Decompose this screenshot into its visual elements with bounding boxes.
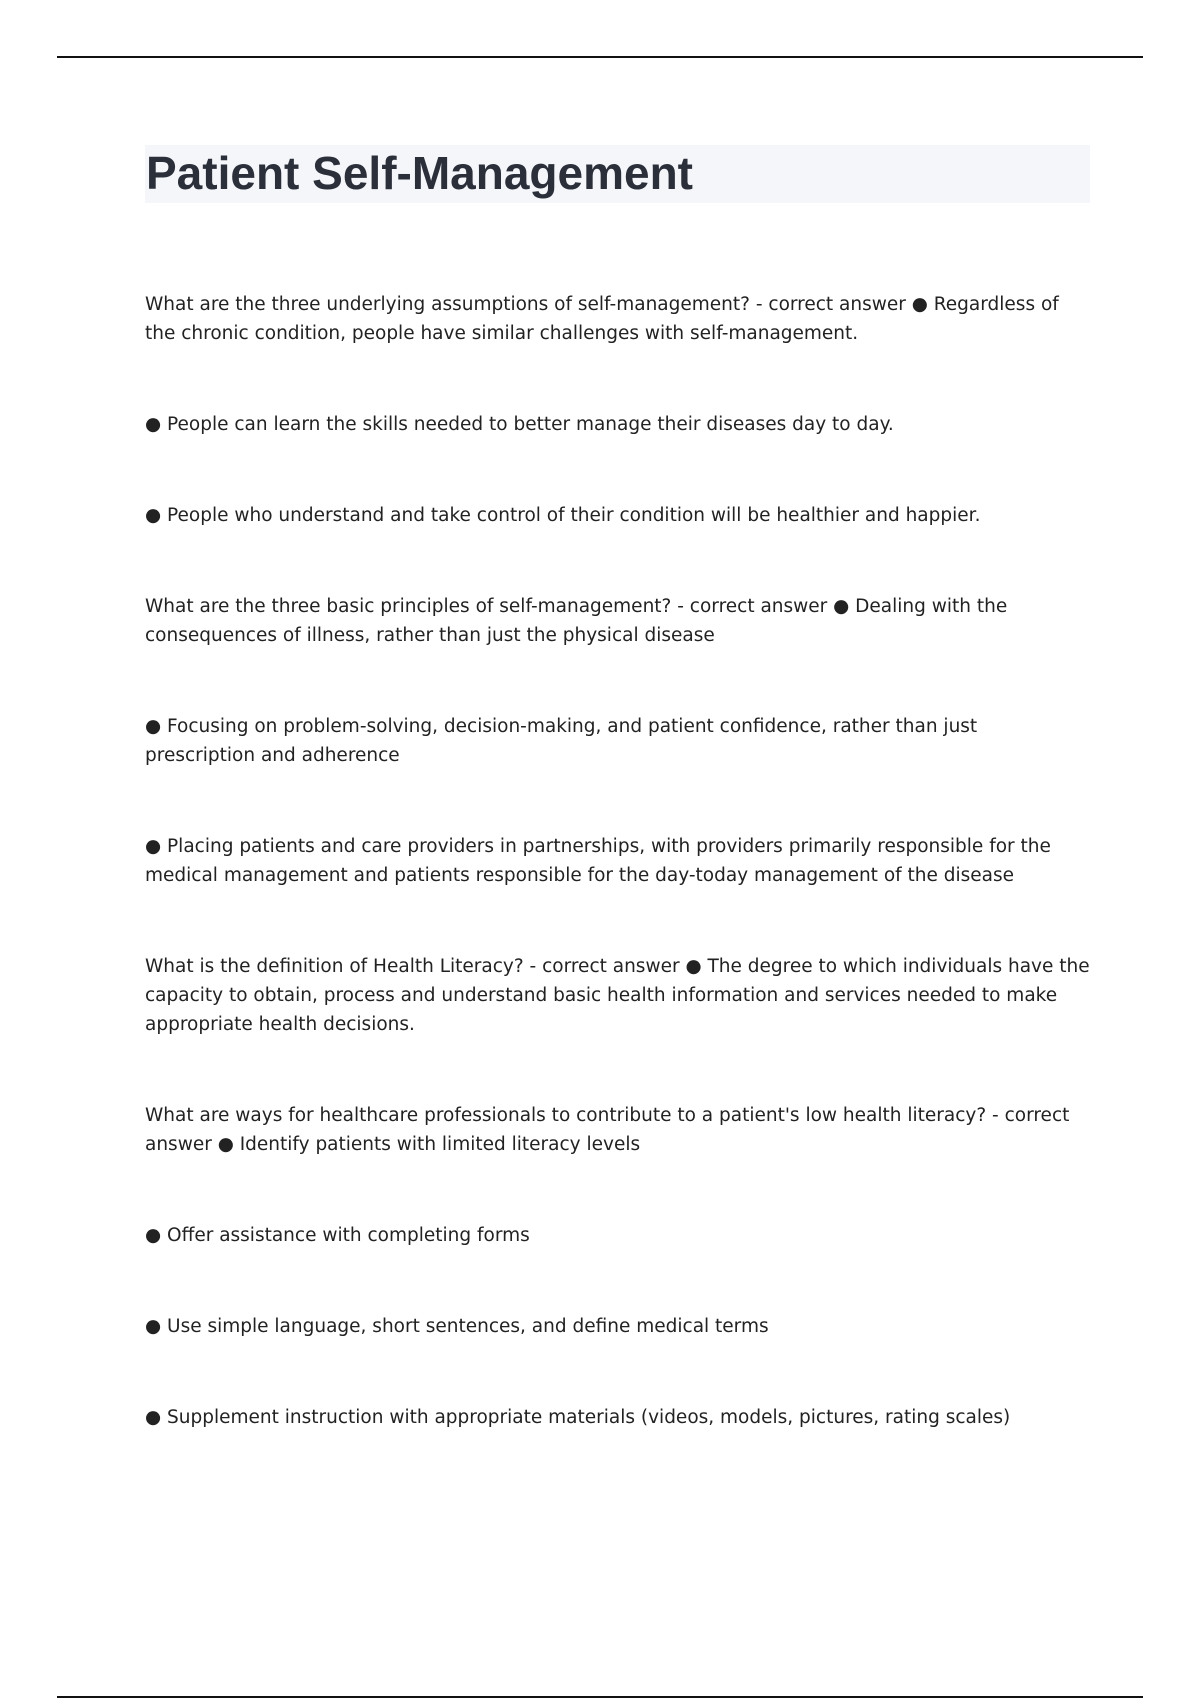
paragraph-principle-problem-solving: ● Focusing on problem-solving, decision-making, and patient confidence, rather than just prescription and adherence — [145, 716, 978, 766]
paragraph-assumption-skills: ● People can learn the skills needed to better manage their diseases day to day. — [145, 414, 894, 435]
paragraph-low-literacy-question: What are ways for healthcare professionals to contribute to a patient's low health literacy? - correct answer ● Identify patients with limited literacy levels — [145, 1105, 1070, 1155]
footer-rule — [57, 1696, 1143, 1698]
paragraph-simple-language: ● Use simple language, short sentences, and define medical terms — [145, 1316, 769, 1337]
paragraph-supplement-instruction: ● Supplement instruction with appropriate materials (videos, models, pictures, rating scales) — [145, 1407, 1011, 1428]
paragraph-offer-assistance: ● Offer assistance with completing forms — [145, 1225, 530, 1246]
paragraph-health-literacy-definition: What is the definition of Health Literacy? - correct answer ● The degree to which individuals have the capacity to obtain, process and understand basic health information and services needed to make appropriate health decisions. — [145, 956, 1090, 1035]
paragraph-assumption-control: ● People who understand and take control of their condition will be healthier and happier. — [145, 505, 981, 526]
paragraph-principles-question: What are the three basic principles of self-management? - correct answer ● Dealing with the consequences of illness, rather than just the physical disease — [145, 596, 1008, 646]
page-title: Patient Self-Management — [146, 147, 693, 199]
paragraph-principle-partnerships: ● Placing patients and care providers in partnerships, with providers primarily responsible for the medical management and patients responsible for the day-today management of the disease — [145, 836, 1051, 886]
header-rule — [57, 56, 1143, 58]
paragraph-assumptions-question: What are the three underlying assumptions of self-management? - correct answer ● Regardless of the chronic condition, people have similar challenges with self-management. — [145, 294, 1059, 344]
document-body — [145, 290, 1090, 1494]
